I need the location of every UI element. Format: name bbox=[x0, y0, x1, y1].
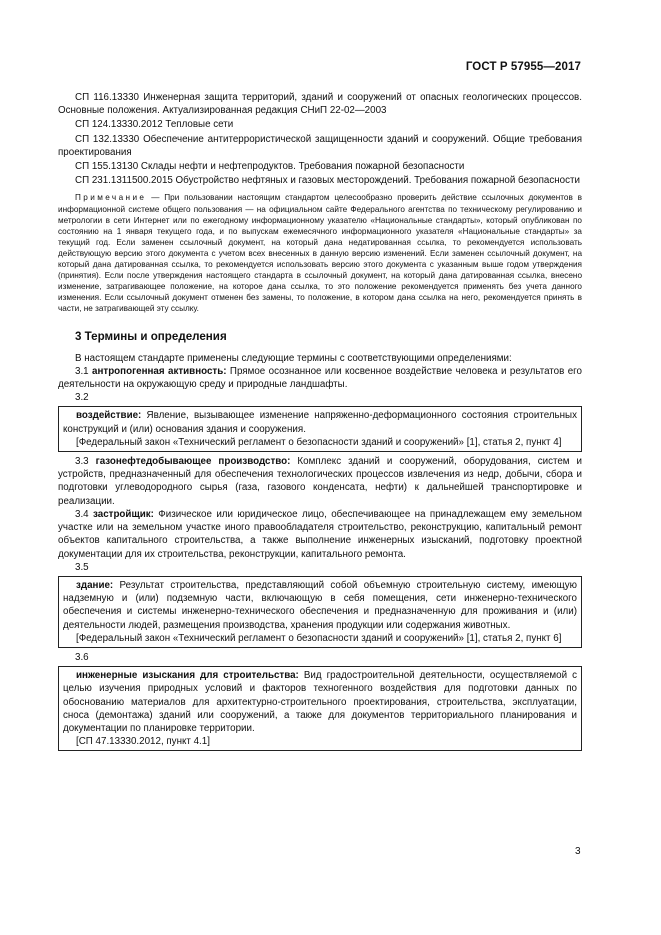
section-title: 3 Термины и определения bbox=[75, 330, 227, 344]
note-text: — При пользовании настоящим стандартом целесообразно проверить действие ссылочных документов в информационной системе общего пользования — на официальном сайте Федерального агентства по техническому регулированию и метрологии в сети Интернет или по ежегодному информационному указателю «Национальные стандарты», который опубликован по состоянию на 1 января текущего года, и по выпускам ежемесячного информационного указателя «Национальные стандарты» за текущий год. Если заменен ссылочный документ, на который дана недатированная ссылка, то рекомендуется использовать действующую версию этого документа с учетом всех внесенных в данную версию изменений. Если заменен ссылочный документ, на который дана датированная ссылка, то рекомендуется использовать версию этого документа с указанным выше годом утверждения (принятия). Если после утверждения настоящего стандарта в ссылочный документ, на который дана датированная ссылка, внесено изменение, затрагивающее положение, на которое дана ссылка, то это положение рекомендуется применять без учета данного изменения. Если ссылочный документ отменен без замены, то положение, в котором дана ссылка на него, рекомендуется принять в части, не затрагивающей эту ссылку. bbox=[58, 193, 582, 314]
term-box-3-2 bbox=[58, 406, 582, 452]
reference-item: СП 124.13330.2012 Тепловые сети bbox=[75, 119, 234, 131]
term-source: [СП 47.13330.2012, пункт 4.1] bbox=[76, 736, 210, 748]
term-number: 3.5 bbox=[75, 561, 89, 573]
term-source: [Федеральный закон «Технический регламент о безопасности зданий и сооружений» [1], статья 2, пункт 4] bbox=[76, 436, 562, 448]
term-definition: Комплекс зданий и сооружений, оборудования, систем и устройств, предназначенный для обеспечения технологических процессов извлечения из недр, добычи, сбора и подготовки углеводородного сырья (газа, газового конденсата, нефти) к дальнейшей транспортировке и реализации. bbox=[58, 456, 582, 507]
term-name: здание: bbox=[76, 579, 114, 591]
term-number: 3.1 bbox=[75, 365, 93, 377]
term-name: газонефтедобывающее производство: bbox=[95, 456, 291, 468]
reference-item: СП 231.1311500.2015 Обустройство нефтяных и газовых месторождений. Требования пожарной безопасности bbox=[75, 175, 580, 187]
term-number: 3.2 bbox=[75, 392, 89, 404]
term-3-5 bbox=[63, 579, 577, 632]
term-3-4 bbox=[58, 508, 582, 561]
term-definition: Прямое осознанное или косвенное воздействие человека и результатов его деятельности на окружающую среду и природные ландшафты. bbox=[58, 365, 582, 391]
reference-item: СП 132.13330 Обеспечение антитеррористической защищенности зданий и сооружений. Общие требования проектирования bbox=[58, 133, 582, 158]
term-definition: Вид градостроительной деятельности, осуществляемой с целью изучения природных условий и факторов техногенного воздействия для подготовки данных по обоснованию материалов для архитектурно-строительного проектирования, строительства, эксплуатации, сноса (демонтажа) зданий или сооружений, а также для документов территориального планирования и документации по планировке территории. bbox=[63, 670, 577, 734]
term-box-3-5 bbox=[58, 576, 582, 648]
term-source: [Федеральный закон «Технический регламент о безопасности зданий и сооружений» [1], статья 2, пункт 6] bbox=[76, 632, 562, 644]
reference-item: СП 155.13130 Склады нефти и нефтепродуктов. Требования пожарной безопасности bbox=[75, 161, 465, 173]
term-3-6 bbox=[63, 669, 577, 735]
term-3-2 bbox=[63, 409, 577, 435]
document-header: ГОСТ Р 57955—2017 bbox=[465, 61, 581, 73]
section-intro: В настоящем стандарте применены следующие термины с соответствующими определениями: bbox=[75, 352, 512, 364]
page-content bbox=[58, 91, 582, 754]
term-number: 3.6 bbox=[75, 651, 89, 663]
note-label: Примечание bbox=[75, 193, 147, 203]
term-3-1 bbox=[58, 365, 582, 391]
term-name: инженерные изыскания для строительства: bbox=[76, 670, 299, 682]
term-number: 3.3 bbox=[75, 456, 96, 468]
term-name: антропогенная активность: bbox=[92, 365, 227, 377]
term-name: воздействие: bbox=[76, 410, 142, 422]
term-definition: Результат строительства, представляющий собой объемную строительную систему, имеющую надземную и (или) подземную части, включающую в себя помещения, сети инженерно-технического обеспечения и системы инженерно-технического обеспечения и предназначенную для проживания и (или) деятельности людей, размещения производства, хранения продукции или содержания животных. bbox=[63, 579, 577, 631]
term-definition: Явление, вызывающее изменение напряженно-деформационного состояния строительных конструкций и (или) основания здания и сооружения. bbox=[63, 410, 577, 435]
term-name: застройщик: bbox=[93, 508, 154, 520]
reference-item: СП 116.13330 Инженерная защита территорий, зданий и сооружений от опасных геологических процессов. Основные положения. Актуализированная редакция СНиП 22-02—2003 bbox=[58, 92, 582, 117]
page-number: 3 bbox=[575, 846, 581, 857]
note-block bbox=[58, 192, 582, 314]
term-box-3-6 bbox=[58, 666, 582, 751]
term-number: 3.4 bbox=[75, 508, 94, 520]
term-3-3 bbox=[58, 455, 582, 508]
term-definition: Физическое или юридическое лицо, обеспечивающее на принадлежащем ему земельном участке или на земельном участке иного правообладателя строительство, реконструкцию, капитальный ремонт объектов капитального строительства, а также выполнение инженерных изысканий, подготовку проектной документации для их строительства, реконструкции, капитального ремонта. bbox=[58, 508, 582, 560]
